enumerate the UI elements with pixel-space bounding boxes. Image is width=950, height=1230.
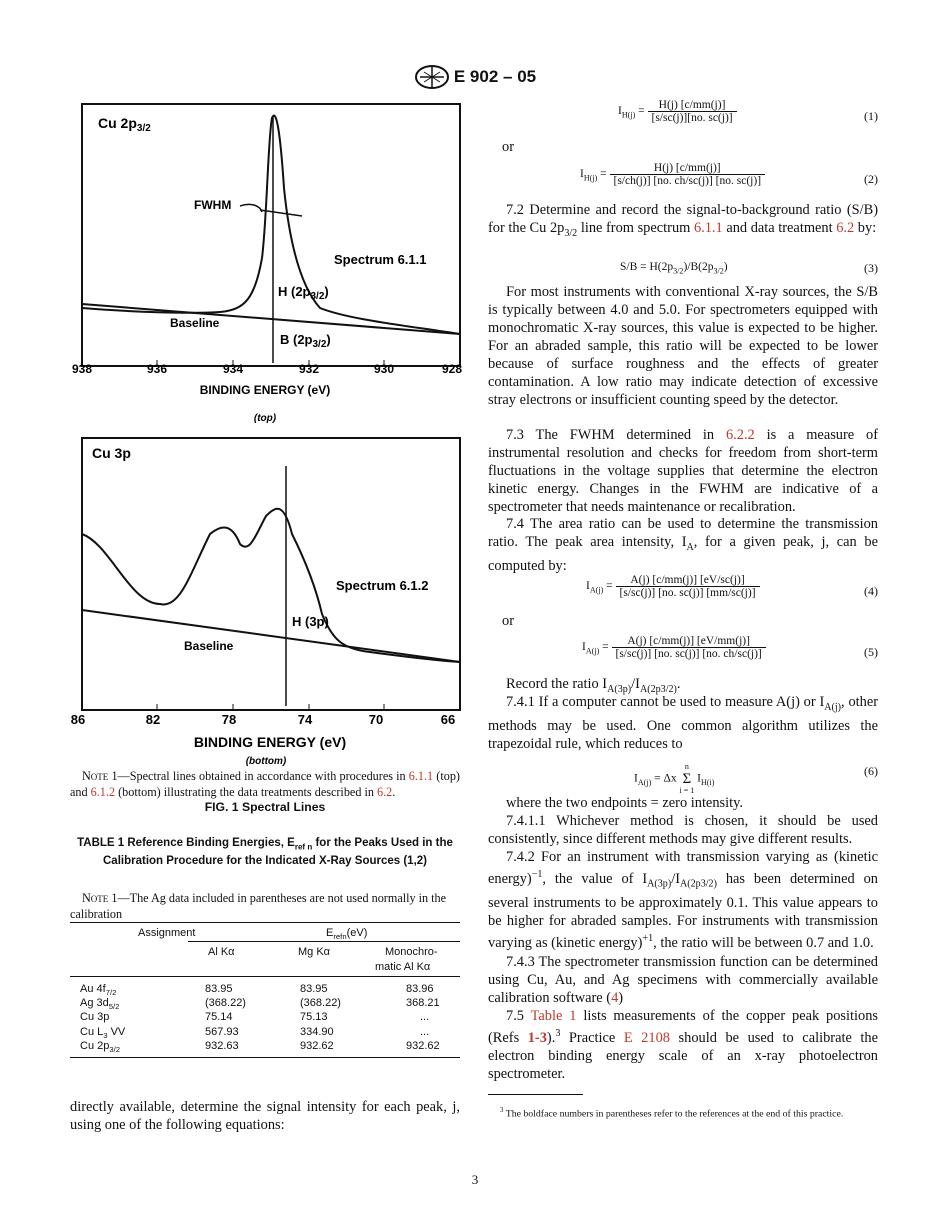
baseline-line-top (82, 304, 460, 334)
bottom-title: Cu 3p (92, 445, 131, 461)
table1-body (70, 983, 460, 1054)
paragraph-7-4: 7.4 The area ratio can be used to determine the transmission ratio. The peak area intensity, $I_A$, for a given peak, j, can be computed by: (488, 516, 878, 574)
paragraph-7-4-1-b: where the two endpoints = zero intensity. (506, 795, 743, 811)
tick-label: 930 (373, 362, 395, 376)
header-assignment: Assignment (138, 927, 196, 939)
table1 (70, 922, 460, 1058)
x-axis-label-top: BINDING ENERGY (eV) (199, 383, 331, 397)
astm-logo-icon (414, 64, 450, 90)
table-row: Cu $2p_{3/2}$ 932.63 932.62 932.62 (80, 1039, 440, 1054)
footnote-rule (488, 1094, 583, 1095)
caption-top: (top) (253, 413, 277, 424)
equation-2: $I_{H(j)}$ = $\frac{H(j) [c/mm(j)]}{[s/ch(j)] [no. ch/sc(j)] [no. sc(j)]}$ (2) (580, 162, 878, 187)
plot-frame-top (82, 104, 460, 366)
link-table-1[interactable]: Table 1 (530, 1008, 577, 1024)
link-ref-4[interactable]: 4 (611, 990, 619, 1006)
tick-label: 66 (440, 712, 456, 727)
x-axis-label-bottom: BINDING ENERGY (eV) (193, 734, 347, 750)
link-e2108[interactable]: E 2108 (623, 1029, 670, 1046)
figure-top (70, 98, 470, 428)
tick-label: 932 (298, 362, 320, 376)
paragraph-7-4-1-1: 7.4.1.1 Whichever method is chosen, it should be used consistently, since different methods may give different results. (488, 813, 878, 847)
link-6-2[interactable]: 6.2 (836, 220, 855, 236)
equation-6: $I_{A(j)} = \Delta x$ n Σ i = 1 $I_{H(i)}$ (6) (634, 762, 878, 795)
header-mg: Mg Kα (298, 946, 331, 958)
link-6-1-2[interactable]: 6.1.2 (90, 785, 116, 799)
page-number: 3 (471, 1172, 479, 1187)
figure-bottom (70, 434, 470, 770)
base-label-top: B $(2p_{3/2})$ (280, 332, 331, 350)
paragraph-7-2: 7.2 Determine and record the signal-to-background ratio (S/B) for the Cu $2p_{3/2}$ line from spectrum 6.1.1 and data treatment 6.2 by: (488, 202, 878, 239)
link-6-1-1[interactable]: 6.1.1 (408, 769, 434, 783)
equation-1: $I_{H(j)}$ = $\frac{H(j) [c/mm(j)]}{[s/sc(j)][no. sc(j)]}$ (1) (618, 99, 878, 124)
tick-label: 70 (368, 712, 384, 727)
tick-label: 74 (297, 712, 313, 727)
tick-label: 82 (145, 712, 161, 727)
header-mono-1: Monochro- (385, 946, 438, 958)
header-al: Al Kα (208, 946, 235, 958)
or-1: or (502, 139, 514, 155)
table-row: Ag $3d_{5/2}$ (368.22) (368.22) 368.21 (80, 997, 440, 1012)
footnote: $^3$ The boldface numbers in parentheses refer to the references at the end of this practice. (500, 1107, 844, 1120)
spectrum-curve-top (82, 116, 460, 334)
paragraph-7-3: 7.3 The FWHM determined in 6.2.2 is a measure of instrumental resolution and checks for freedom from short-term fluctuations in the voltage supplies that determine the electron kinetic energy. Changes in the FWHM are indicative of a spectrometer that needs maintenance or recalibration. (488, 427, 878, 515)
link-refs-1-3[interactable]: 1-3 (527, 1029, 547, 1046)
paragraph-7-2-b: For most instruments with conventional X-ray sources, the S/B is typically between 4.0 and 5.0. For spectrometers equipped with monochromatic X-ray sources, this value is expected to be higher. For an abraded sample, this ratio will be expected to be lower because of surface roughness and the effects of greater contamination. A low ratio may indicate detection of excessive stray electrons or insufficient counting speed by the detector. (488, 284, 878, 408)
paragraph-7-4-2: 7.4.2 For an instrument with transmission varying as (kinetic energy)$^{-1}$, the value of $I_{A(3p)}/I_{A(2p3/2)}$ has been determined on several instruments to be approximately 0.1. This value appears to be higher for abraded samples. For instruments with transmission varying as (kinetic energy)$^{+1}$, the ratio will be between 0.7 and 1.0. (488, 849, 878, 951)
tick-label: 936 (146, 362, 168, 376)
fwhm-label: FWHM (194, 198, 232, 212)
height-label-top: H $(2p_{3/2})$ (278, 284, 329, 302)
header-mono-2: matic Al Kα (375, 961, 431, 973)
equation-5: $I_{A(j)}$ = $\frac{A(j) [c/mm(j)] [eV/mm(j)]}{[s/sc(j)] [no. sc(j)] [no. ch/sc(j)]}$ (5) (582, 635, 878, 660)
paragraph-7-4-3: 7.4.3 The spectrometer transmission function can be determined using Cu, Au, and Ag specimens with commercially available calibration software (4) (488, 954, 878, 1006)
equation-4: $I_{A(j)}$ = $\frac{A(j) [c/mm(j)] [eV/sc(j)]}{[s/sc(j)] [no. sc(j)] [mm/sc(j)]}$ (4) (586, 574, 878, 599)
link-6-2[interactable]: 6.2 (377, 785, 393, 799)
baseline-line-bottom (82, 610, 460, 662)
figure-note: Note 1—Spectral lines obtained in accordance with procedures in 6.1.1 (top) and 6.1.2 (bottom) illustrating the data treatments described in 6.2. (70, 769, 460, 799)
equation-3: $S/B = H(2p_{3/2})/B(2p_{3/2})$ (3) (620, 261, 878, 276)
header-eref: $E_{refn}(eV)$ (326, 927, 368, 942)
tick-label: 78 (221, 712, 237, 727)
height-label-bottom: H (3p) (292, 614, 329, 629)
tick-label: 86 (70, 712, 86, 727)
baseline-label-top: Baseline (170, 316, 220, 330)
table1-caption: TABLE 1 Reference Binding Energies, $E_{ref n}$ for the Peaks Used in the Calibration Procedure for the Indicated X-Ray Sources (1,2) (77, 837, 453, 868)
tick-label: 928 (441, 362, 463, 376)
paragraph-7-5: 7.5 Table 1 lists measurements of the copper peak positions (Refs 1-3).$^3$ Practice E 2108 should be used to calibrate the electron binding energy scale of an x-ray photoelectron spectrometer. (488, 1008, 879, 1082)
tick-label: 938 (71, 362, 93, 376)
table-row: Cu 3p 75.14 75.13 ... (80, 1011, 430, 1024)
spectrum-label-top: Spectrum 6.1.1 (334, 252, 427, 267)
link-6-1-1[interactable]: 6.1.1 (693, 220, 723, 236)
link-6-2-2[interactable]: 6.2.2 (725, 427, 755, 443)
or-2: or (502, 613, 514, 629)
caption-bottom: (bottom) (245, 756, 287, 767)
left-paragraph: directly available, determine the signal intensity for each peak, j, using one of the following equations: (70, 1099, 460, 1133)
spectrum-label-bottom: Spectrum 6.1.2 (336, 578, 429, 593)
fwhm-pointer (240, 204, 262, 212)
top-title: Cu $2p_{3/2}$ (98, 115, 151, 134)
table-row: Au $4f_{7/2}$ 83.95 83.95 83.96 (80, 983, 434, 998)
figure-title: FIG. 1 Spectral Lines (204, 800, 326, 814)
page-header (0, 64, 950, 90)
plot-frame-bottom (82, 438, 460, 710)
tick-label: 934 (222, 362, 244, 376)
baseline-label-bottom: Baseline (184, 639, 234, 653)
table1-note: Note 1—The Ag data included in parentheses are not used normally in the calibration (70, 891, 447, 921)
table-row: Cu $L_3$ VV 567.93 334.90 ... (80, 1025, 430, 1040)
designation: E 902 – 05 (453, 67, 537, 86)
paragraph-7-4-1: 7.4.1 If a computer cannot be used to measure A(j) or $I_{A(j)}$, other methods may be used. One common algorithm utilizes the trapezoidal rule, which reduces to (488, 694, 879, 752)
record-ratio: Record the ratio $I_{A(3p)}/I_{A(2p3/2)}$. (506, 676, 681, 695)
